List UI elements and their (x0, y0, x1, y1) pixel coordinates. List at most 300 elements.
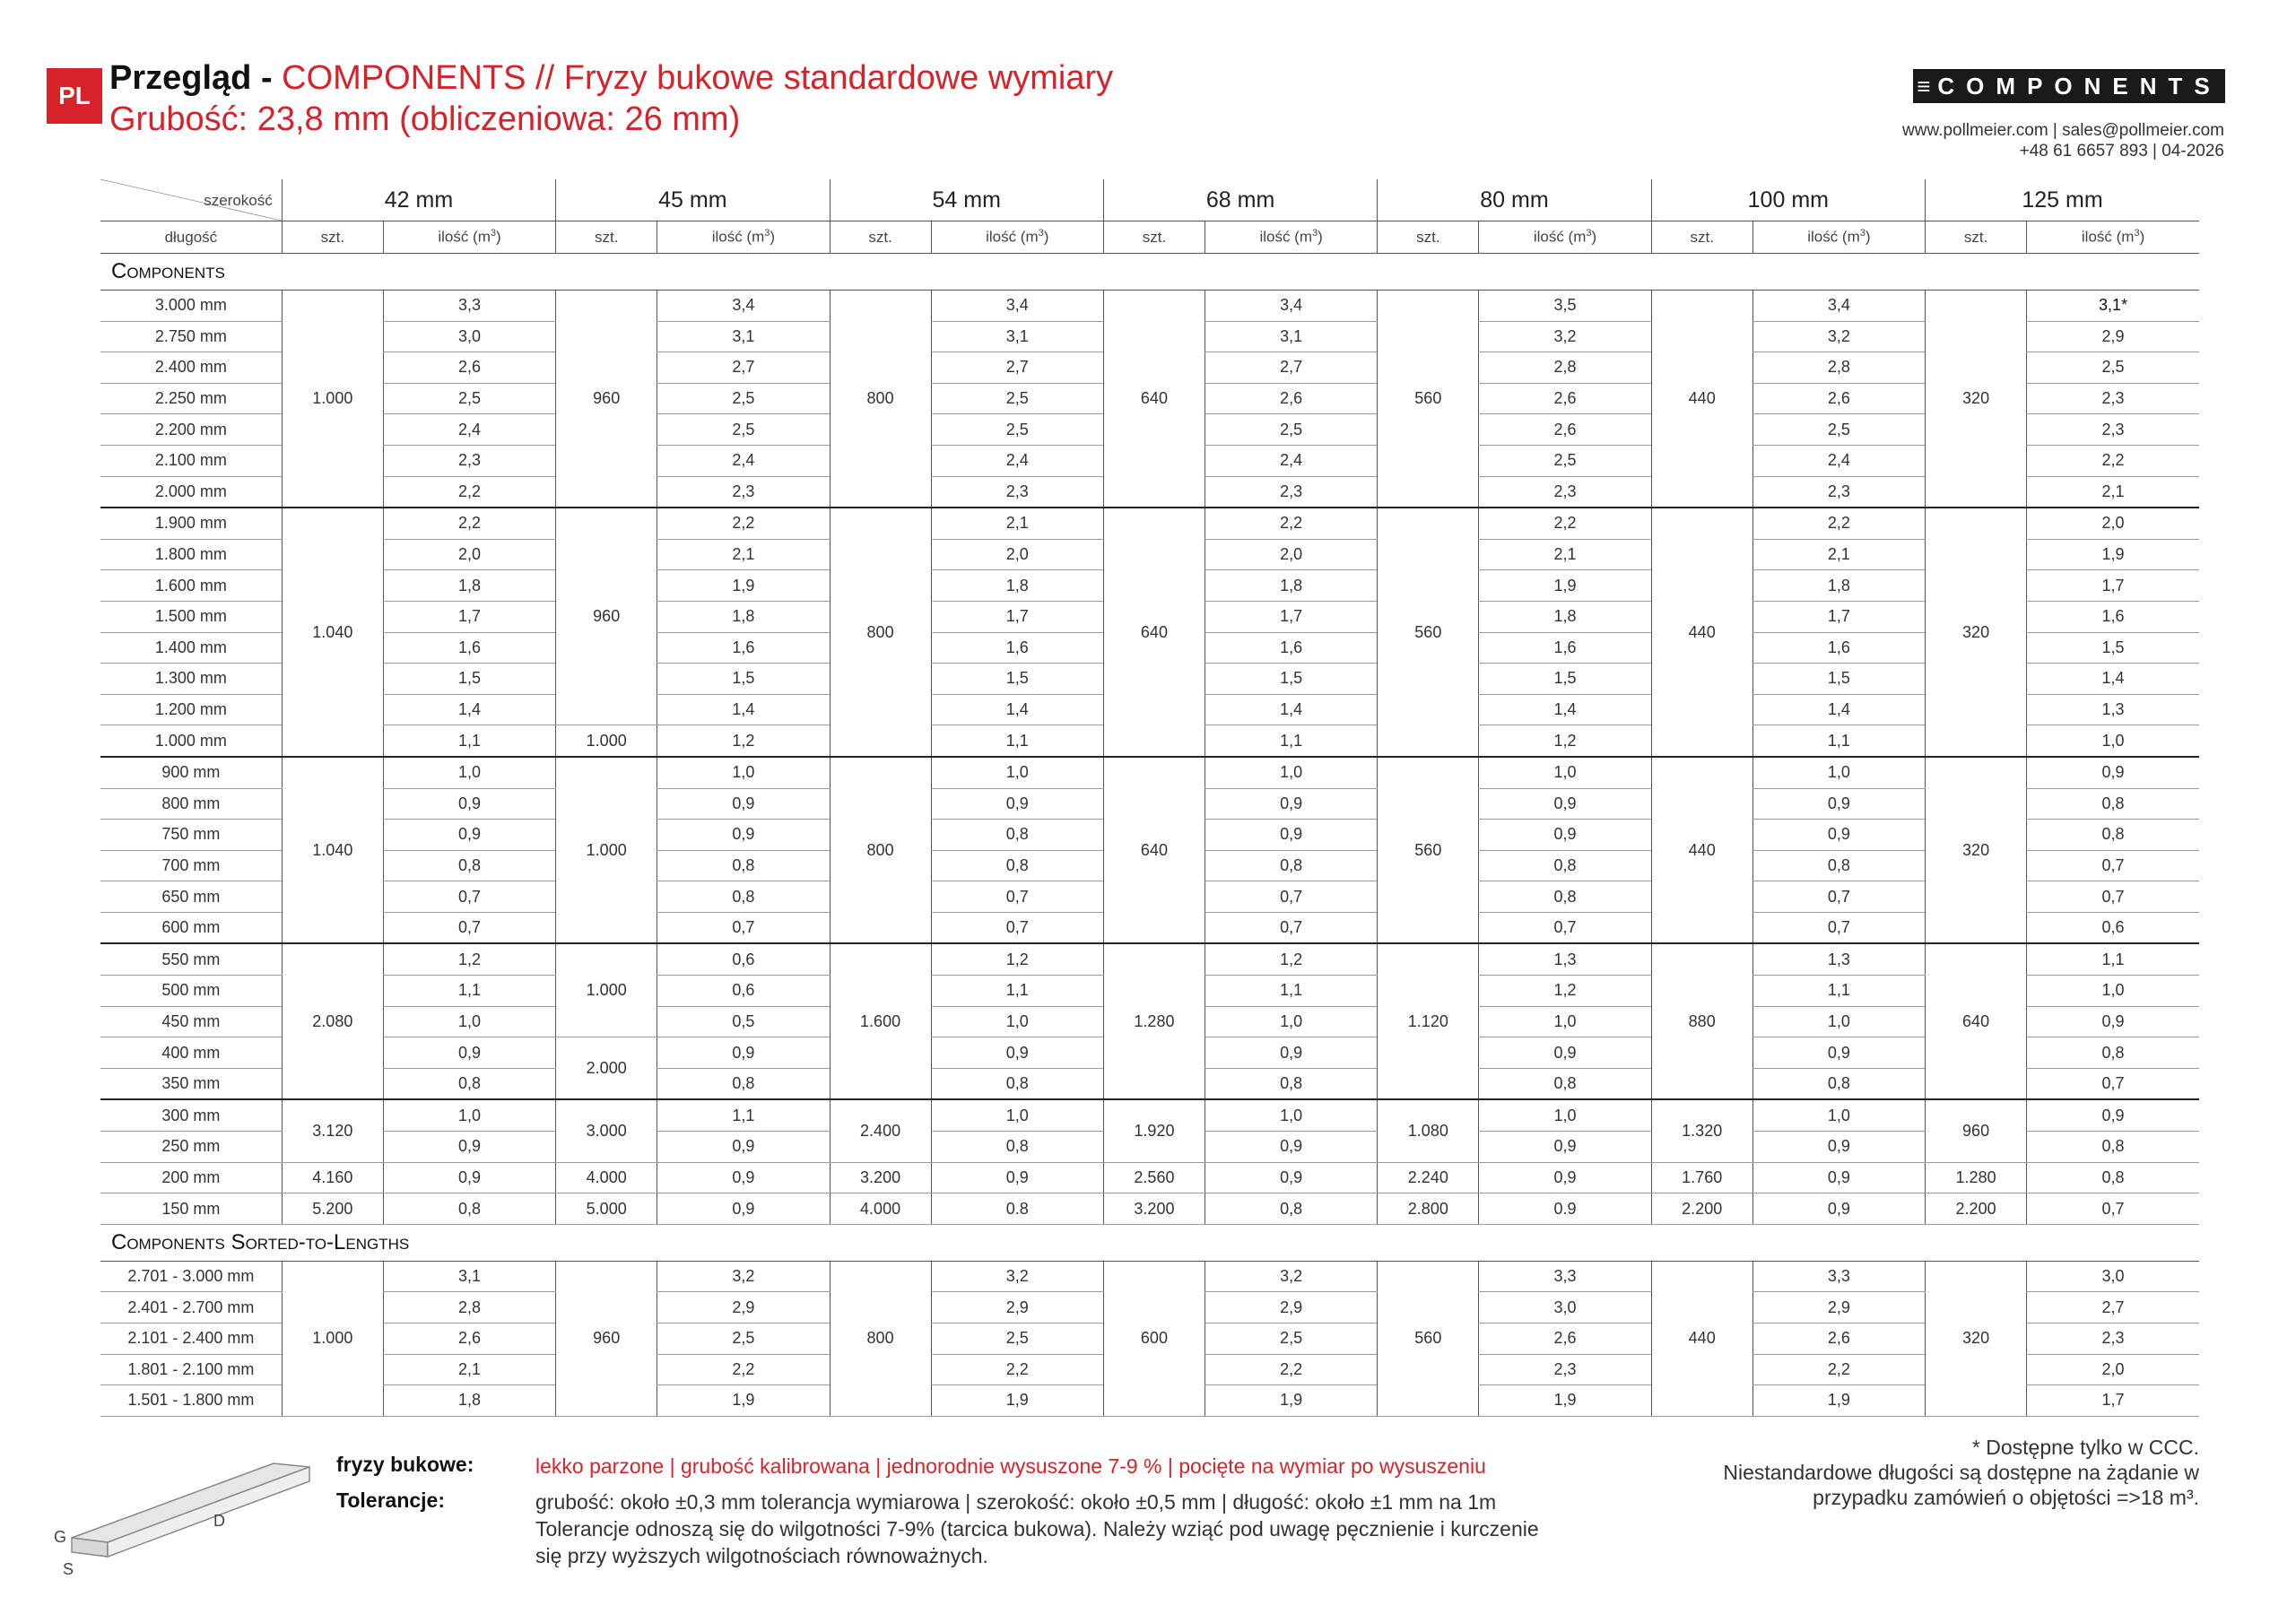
volume-cell: 1,6 (2027, 601, 2199, 632)
volume-cell: 1,1 (931, 725, 1103, 757)
volume-cell: 2,4 (657, 445, 830, 476)
components-logo (1913, 69, 2225, 103)
volume-cell: 1,0 (2027, 725, 2199, 757)
volume-cell: 1,8 (383, 570, 555, 602)
volume-cell: 1,7 (2027, 570, 2199, 602)
table-row (100, 943, 2199, 975)
volume-cell: 2,5 (657, 414, 830, 446)
volume-cell: 3,2 (657, 1261, 830, 1292)
volume-cell: 1,0 (931, 757, 1103, 788)
volume-cell: 2,9 (1752, 1292, 1925, 1324)
volume-cell: 0,7 (1752, 881, 1925, 913)
volume-cell: 2,2 (931, 1354, 1103, 1385)
length-cell: 300 mm (100, 1099, 282, 1131)
dimensions-table (100, 179, 2199, 1417)
width-header: 80 mm (1378, 179, 1651, 221)
volume-cell: 0,9 (931, 1037, 1103, 1069)
volume-cell: 2,2 (1752, 508, 1925, 539)
volume-cell: 0,9 (657, 1193, 830, 1225)
length-cell: 3.000 mm (100, 291, 282, 322)
volume-cell: 2,6 (383, 352, 555, 384)
volume-cell: 1,1 (2027, 943, 2199, 975)
pieces-cell: 600 (1103, 1261, 1205, 1416)
volume-cell: 0,7 (383, 912, 555, 943)
ccc-note: * Dostępne tylko w CCC. (1971, 1436, 2199, 1459)
pieces-cell: 960 (556, 508, 657, 725)
contact-info (1902, 120, 2224, 161)
volume-cell: 0,8 (1752, 850, 1925, 881)
volume-cell: 1,1 (1752, 725, 1925, 757)
length-cell: 450 mm (100, 1006, 282, 1037)
volume-cell: 1,7 (2027, 1385, 2199, 1417)
volume-cell: 2,7 (931, 352, 1103, 384)
length-cell: 2.701 - 3.000 mm (100, 1261, 282, 1292)
volume-cell: 0,9 (657, 1132, 830, 1163)
volume-cell: 1,8 (1752, 570, 1925, 602)
volume-cell: 0,7 (2027, 1068, 2199, 1099)
pieces-subheader: szt. (282, 221, 383, 254)
pieces-subheader: szt. (1926, 221, 2027, 254)
volume-cell: 2,5 (931, 383, 1103, 414)
custom-lengths-note-2: przypadku zamówień o objętości =>18 m³. (1813, 1486, 2199, 1509)
volume-cell: 1,9 (657, 570, 830, 602)
pieces-cell: 2.560 (1103, 1162, 1205, 1193)
volume-cell: 0,9 (1205, 1132, 1378, 1163)
volume-cell: 2,2 (657, 508, 830, 539)
pieces-subheader: szt. (1378, 221, 1479, 254)
length-cell: 1.900 mm (100, 508, 282, 539)
volume-cell: 1,2 (1479, 725, 1651, 757)
volume-cell: 3,1 (1205, 321, 1378, 352)
volume-subheader: ilość $(m^3)$ (1479, 221, 1651, 254)
logo-bars-icon: ≡ (1917, 72, 1931, 100)
volume-cell: 2,5 (657, 383, 830, 414)
pieces-cell: 440 (1651, 508, 1752, 757)
pieces-cell: 560 (1378, 291, 1479, 508)
volume-cell: 1,0 (2027, 976, 2199, 1007)
volume-cell: 0,9 (383, 788, 555, 820)
volume-cell: 1,1 (931, 976, 1103, 1007)
volume-cell: 0,7 (2027, 1193, 2199, 1225)
pieces-cell: 1.000 (282, 291, 383, 508)
length-cell: 2.401 - 2.700 mm (100, 1292, 282, 1324)
page-subtitle: Grubość: 23,8 mm (obliczeniowa: 26 mm) (109, 100, 741, 138)
length-cell: 150 mm (100, 1193, 282, 1225)
contact-phone-date: +48 61 6657 893 | 04-2026 (2019, 142, 2224, 161)
pieces-cell: 2.080 (282, 943, 383, 1099)
volume-cell: 2,2 (1205, 1354, 1378, 1385)
volume-cell: 0,9 (1205, 788, 1378, 820)
volume-cell: 1,5 (931, 664, 1103, 695)
volume-cell: 2,2 (1479, 508, 1651, 539)
volume-cell: 0,8 (383, 850, 555, 881)
pieces-cell: 2.200 (1651, 1193, 1752, 1225)
volume-cell: 0,8 (1205, 850, 1378, 881)
volume-cell: 0,9 (1752, 1193, 1925, 1225)
volume-cell: 1,9 (657, 1385, 830, 1417)
volume-cell: 3,2 (1205, 1261, 1378, 1292)
contact-web-email: www.pollmeier.com | sales@pollmeier.com (1902, 121, 2224, 140)
table-row (100, 1193, 2199, 1225)
volume-cell: 1,5 (383, 664, 555, 695)
volume-cell: 0,8 (383, 1068, 555, 1099)
volume-cell: 3,2 (931, 1261, 1103, 1292)
volume-cell: 1,2 (931, 943, 1103, 975)
pieces-cell: 2.800 (1378, 1193, 1479, 1225)
volume-cell: 3,2 (1752, 321, 1925, 352)
volume-cell: 0,7 (1205, 881, 1378, 913)
volume-cell: 1,0 (1479, 1099, 1651, 1131)
volume-cell: 1,6 (931, 632, 1103, 664)
volume-cell: 2,9 (931, 1292, 1103, 1324)
volume-cell: 0,7 (1752, 912, 1925, 943)
volume-cell: 1,6 (383, 632, 555, 664)
volume-cell: 2,1 (657, 539, 830, 570)
volume-cell: 2,0 (2027, 508, 2199, 539)
volume-cell: 0,7 (1479, 912, 1651, 943)
pieces-cell: 1.920 (1103, 1099, 1205, 1162)
volume-cell: 3,3 (1752, 1261, 1925, 1292)
pieces-cell: 320 (1926, 291, 2027, 508)
length-cell: 900 mm (100, 757, 282, 788)
volume-cell: 0,8 (657, 850, 830, 881)
volume-cell: 0,9 (383, 1132, 555, 1163)
pieces-cell: 1.000 (556, 943, 657, 1037)
volume-cell: 3,5 (1479, 291, 1651, 322)
pieces-cell: 320 (1926, 508, 2027, 757)
length-cell: 1.501 - 1.800 mm (100, 1385, 282, 1417)
length-cell: 500 mm (100, 976, 282, 1007)
volume-cell: 0,8 (383, 1193, 555, 1225)
beam-label-s: S (63, 1560, 74, 1578)
volume-cell: 1,6 (1479, 632, 1651, 664)
volume-cell: 1,6 (657, 632, 830, 664)
volume-cell: 0,7 (931, 912, 1103, 943)
page-title (109, 59, 1113, 98)
volume-cell: 0,9 (1479, 1037, 1651, 1069)
volume-cell: 0,8 (2027, 820, 2199, 851)
volume-cell: 0,9 (931, 788, 1103, 820)
pieces-cell: 800 (830, 291, 931, 508)
width-header: 125 mm (1926, 179, 2200, 221)
volume-cell: 0,8 (2027, 1162, 2199, 1193)
pieces-cell: 320 (1926, 757, 2027, 944)
pieces-subheader: szt. (1103, 221, 1205, 254)
pieces-cell: 5.000 (556, 1193, 657, 1225)
volume-cell: 1,0 (1205, 1099, 1378, 1131)
volume-cell: 2,2 (2027, 445, 2199, 476)
pieces-cell: 3.120 (282, 1099, 383, 1162)
pieces-cell: 440 (1651, 291, 1752, 508)
volume-cell: 2,1 (2027, 476, 2199, 508)
volume-cell: 0,8 (931, 850, 1103, 881)
volume-cell: 1,9 (1752, 1385, 1925, 1417)
volume-cell: 2,8 (1479, 352, 1651, 384)
pieces-cell: 3.200 (1103, 1193, 1205, 1225)
width-header: 100 mm (1651, 179, 1925, 221)
volume-cell: 2,6 (1479, 1324, 1651, 1355)
volume-cell: 2,8 (1752, 352, 1925, 384)
length-cell: 2.100 mm (100, 445, 282, 476)
beam-label-d: D (213, 1512, 225, 1530)
volume-cell: 1,2 (1205, 943, 1378, 975)
volume-cell: 0,7 (1205, 912, 1378, 943)
table-row (100, 757, 2199, 788)
length-cell: 800 mm (100, 788, 282, 820)
pieces-subheader: szt. (1651, 221, 1752, 254)
volume-cell: 1,8 (931, 570, 1103, 602)
volume-cell: 1,4 (383, 694, 555, 725)
table-row (100, 508, 2199, 539)
volume-cell: 1,4 (1479, 694, 1651, 725)
volume-cell: 1,6 (1205, 632, 1378, 664)
volume-cell: 2,2 (657, 1354, 830, 1385)
volume-cell: 0,9 (2027, 1006, 2199, 1037)
width-header: 68 mm (1103, 179, 1377, 221)
volume-cell: 1,1 (1205, 976, 1378, 1007)
volume-cell: 1,4 (1205, 694, 1378, 725)
volume-cell: 0,8 (931, 1068, 1103, 1099)
volume-cell: 2,3 (2027, 1324, 2199, 1355)
volume-cell: 2,3 (383, 445, 555, 476)
volume-cell: 3,0 (383, 321, 555, 352)
volume-cell: 1,8 (1205, 570, 1378, 602)
volume-cell: 2,2 (383, 508, 555, 539)
volume-cell: 0.9 (1479, 1193, 1651, 1225)
volume-cell: 1,0 (1752, 1006, 1925, 1037)
volume-cell: 2,1 (1479, 539, 1651, 570)
volume-subheader: ilość $(m^3)$ (657, 221, 830, 254)
pieces-cell: 800 (830, 1261, 931, 1416)
pieces-cell: 560 (1378, 1261, 1479, 1416)
pieces-cell: 800 (830, 757, 931, 944)
volume-cell: 3,0 (1479, 1292, 1651, 1324)
volume-cell: 3,4 (931, 291, 1103, 322)
volume-cell: 2,9 (1205, 1292, 1378, 1324)
pieces-cell: 1.040 (282, 508, 383, 757)
length-cell: 1.200 mm (100, 694, 282, 725)
volume-cell: 0,9 (1205, 820, 1378, 851)
pieces-cell: 320 (1926, 1261, 2027, 1416)
volume-cell: 0,9 (931, 1162, 1103, 1193)
custom-lengths-note-1: Niestandardowe długości są dostępne na żądanie w (1723, 1461, 2199, 1484)
volume-cell: 0,9 (1752, 820, 1925, 851)
pieces-cell: 1.280 (1103, 943, 1205, 1099)
volume-cell: 2,5 (383, 383, 555, 414)
length-cell: 200 mm (100, 1162, 282, 1193)
volume-cell: 1,9 (1479, 1385, 1651, 1417)
volume-cell: 1,2 (383, 943, 555, 975)
beam-diagram-icon (54, 1453, 323, 1578)
volume-cell: 1,6 (1752, 632, 1925, 664)
volume-subheader: ilość $(m^3)$ (1205, 221, 1378, 254)
section-sorted-to-lengths: Components Sorted-to-Lengths (100, 1224, 2199, 1261)
volume-cell: 2,6 (1479, 383, 1651, 414)
length-cell: 250 mm (100, 1132, 282, 1163)
volume-cell: 2,4 (1752, 445, 1925, 476)
pieces-cell: 560 (1378, 757, 1479, 944)
volume-cell: 0,9 (657, 1162, 830, 1193)
title-main: COMPONENTS // Fryzy bukowe standardowe wymiary (282, 59, 1114, 97)
volume-subheader: ilość $(m^3)$ (383, 221, 555, 254)
tolerances-line-1: grubość: około ±0,3 mm tolerancja wymiarowa | szerokość: około ±0,5 mm | długość: około ±1 mm na 1m (535, 1490, 1497, 1514)
pieces-cell: 640 (1103, 757, 1205, 944)
volume-cell: 0,9 (383, 820, 555, 851)
volume-cell: 2,9 (657, 1292, 830, 1324)
length-cell: 600 mm (100, 912, 282, 943)
volume-cell: 2,6 (1752, 383, 1925, 414)
volume-cell: 2,3 (1752, 476, 1925, 508)
volume-cell: 0,8 (1479, 1068, 1651, 1099)
volume-cell: 1,3 (1752, 943, 1925, 975)
volume-cell: 2,2 (383, 476, 555, 508)
volume-cell: 0,9 (1479, 1132, 1651, 1163)
volume-cell: 3,0 (2027, 1261, 2199, 1292)
pieces-cell: 2.400 (830, 1099, 931, 1162)
volume-cell: 3,1 (383, 1261, 555, 1292)
volume-cell: 1,0 (1752, 757, 1925, 788)
volume-cell: 1,0 (383, 757, 555, 788)
volume-cell: 1,7 (383, 601, 555, 632)
volume-cell: 1,5 (2027, 632, 2199, 664)
pieces-cell: 640 (1103, 291, 1205, 508)
volume-cell: 2,3 (2027, 383, 2199, 414)
corner-length-label: długość (100, 221, 282, 254)
pieces-cell: 2.000 (556, 1037, 657, 1100)
volume-cell: 1,0 (1752, 1099, 1925, 1131)
section-components: Components (100, 254, 2199, 291)
volume-cell: 2,6 (1752, 1324, 1925, 1355)
length-cell: 550 mm (100, 943, 282, 975)
tolerances-label: Tolerancje: (336, 1488, 445, 1512)
volume-cell: 2,0 (1205, 539, 1378, 570)
volume-cell: 0,9 (2027, 757, 2199, 788)
pieces-subheader: szt. (556, 221, 657, 254)
volume-cell: 1,0 (1205, 1006, 1378, 1037)
pieces-cell: 2.240 (1378, 1162, 1479, 1193)
volume-cell: 0,8 (931, 820, 1103, 851)
table-row (100, 1162, 2199, 1193)
length-cell: 1.600 mm (100, 570, 282, 602)
volume-cell: 0,7 (383, 881, 555, 913)
volume-cell: 1,9 (931, 1385, 1103, 1417)
pieces-cell: 5.200 (282, 1193, 383, 1225)
volume-cell: 0,9 (1205, 1162, 1378, 1193)
volume-subheader: ilość $(m^3)$ (1752, 221, 1925, 254)
length-cell: 2.750 mm (100, 321, 282, 352)
pieces-cell: 440 (1651, 1261, 1752, 1416)
volume-cell: 2,3 (657, 476, 830, 508)
volume-cell: 1,5 (1205, 664, 1378, 695)
length-cell: 750 mm (100, 820, 282, 851)
volume-cell: 0,9 (383, 1162, 555, 1193)
volume-cell: 0,8 (1479, 850, 1651, 881)
volume-cell: 0,7 (2027, 850, 2199, 881)
corner-width-label: szerokość (204, 192, 273, 209)
volume-cell: 2,5 (2027, 352, 2199, 384)
volume-cell: 1,9 (1205, 1385, 1378, 1417)
pieces-cell: 960 (556, 1261, 657, 1416)
volume-cell: 3,3 (383, 291, 555, 322)
volume-cell: 3,4 (1205, 291, 1378, 322)
volume-cell: 1,8 (657, 601, 830, 632)
volume-cell: 0,8 (2027, 1037, 2199, 1069)
tolerances-line-2: Tolerancje odnoszą się do wilgotności 7-9% (tarcica bukowa). Należy wziąć pod uwagę pęcznienie i kurczenie (535, 1517, 1539, 1541)
volume-cell: 0,8 (1479, 881, 1651, 913)
corner-header (100, 179, 282, 221)
volume-cell: 1,2 (657, 725, 830, 757)
volume-cell: 0,7 (657, 912, 830, 943)
volume-cell: 1,0 (383, 1099, 555, 1131)
length-cell: 700 mm (100, 850, 282, 881)
volume-cell: 1,0 (931, 1099, 1103, 1131)
pieces-cell: 1.120 (1378, 943, 1479, 1099)
volume-cell: 2,1 (931, 508, 1103, 539)
volume-cell: 0,7 (2027, 881, 2199, 913)
volume-cell: 0,8 (1205, 1068, 1378, 1099)
volume-cell: 0,7 (931, 881, 1103, 913)
pieces-cell: 4.000 (830, 1193, 931, 1225)
volume-cell: 0,9 (383, 1037, 555, 1069)
volume-cell: 1,1 (383, 725, 555, 757)
volume-cell: 0,9 (657, 820, 830, 851)
volume-cell: 2,6 (383, 1324, 555, 1355)
volume-cell: 1,1 (383, 976, 555, 1007)
volume-cell: 0,8 (2027, 1132, 2199, 1163)
volume-cell: 0,8 (657, 1068, 830, 1099)
volume-cell: 3,4 (657, 291, 830, 322)
volume-cell: 1,2 (1479, 976, 1651, 1007)
volume-cell: 1,4 (2027, 664, 2199, 695)
pieces-cell: 1.320 (1651, 1099, 1752, 1162)
table-row (100, 1261, 2199, 1292)
pieces-cell: 3.000 (556, 1099, 657, 1162)
volume-cell: 1,5 (1479, 664, 1651, 695)
volume-cell: 0,5 (657, 1006, 830, 1037)
pieces-cell: 1.000 (282, 1261, 383, 1416)
width-header: 42 mm (282, 179, 555, 221)
volume-cell: 0,9 (1752, 788, 1925, 820)
pieces-cell: 960 (556, 291, 657, 508)
volume-subheader: ilość $(m^3)$ (2027, 221, 2199, 254)
volume-cell: 1,0 (931, 1006, 1103, 1037)
pieces-cell: 440 (1651, 757, 1752, 944)
volume-cell: 0,9 (1479, 820, 1651, 851)
volume-cell: 1,8 (383, 1385, 555, 1417)
volume-cell: 0,9 (657, 788, 830, 820)
volume-cell: 2,5 (657, 1324, 830, 1355)
volume-cell: 2,7 (2027, 1292, 2199, 1324)
length-cell: 2.400 mm (100, 352, 282, 384)
volume-cell: 2,9 (2027, 321, 2199, 352)
length-cell: 2.200 mm (100, 414, 282, 446)
volume-cell: 0,9 (2027, 1099, 2199, 1131)
volume-cell: 1,0 (383, 1006, 555, 1037)
volume-cell: 0,8 (657, 881, 830, 913)
pieces-cell: 4.160 (282, 1162, 383, 1193)
volume-cell: 1,4 (1752, 694, 1925, 725)
pieces-cell: 640 (1103, 508, 1205, 757)
beam-label-g: G (54, 1528, 67, 1546)
availability-note (1723, 1435, 2199, 1510)
volume-cell: 2,2 (1205, 508, 1378, 539)
volume-cell: 1,1 (657, 1099, 830, 1131)
length-cell: 1.000 mm (100, 725, 282, 757)
logo-text: COMPONENTS (1937, 72, 2222, 100)
volume-cell: 2,5 (1205, 1324, 1378, 1355)
volume-cell: 2,5 (1479, 445, 1651, 476)
pieces-cell: 1.080 (1378, 1099, 1479, 1162)
